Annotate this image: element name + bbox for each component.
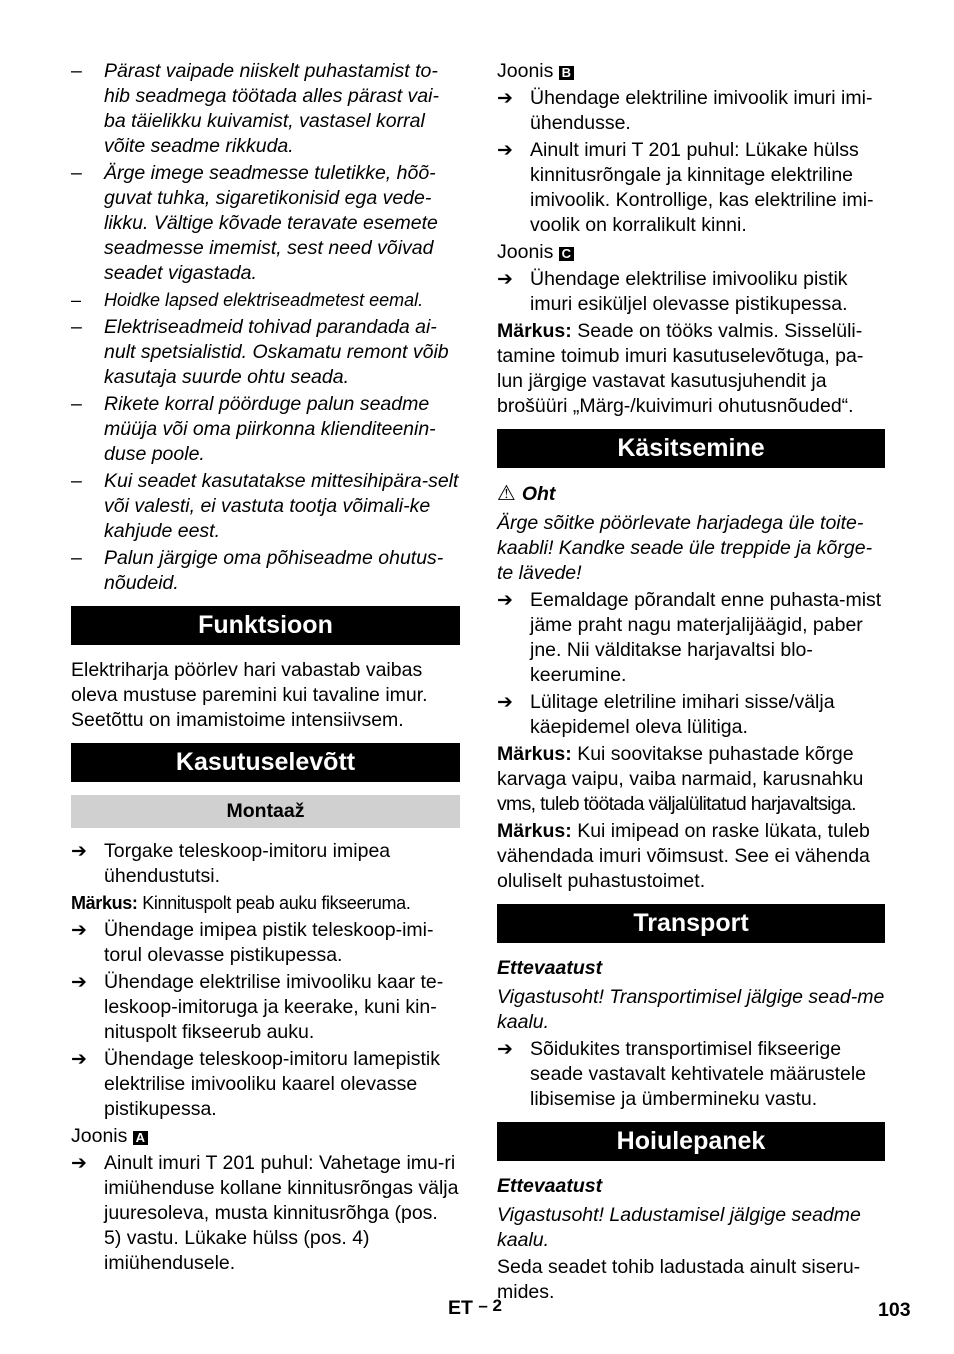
funktsioon-text: Elektriharja pöörlev hari vabastab vaibas oleva mustuse paremini kui tavaline imur. Seetõttu on imamistoime intensiivsem.: [71, 659, 428, 731]
step-text: Ainult imuri T 201 puhul: Lükake hülss kinnitusrõngale ja kinnitage elektriline imivoolik. Kontrollige, kas elektriline imi-voolik on korralikult kinni.: [530, 139, 874, 236]
dash-bullet: –: [71, 316, 82, 338]
arrow-icon: ➔: [71, 1049, 87, 1070]
arrow-icon: ➔: [71, 920, 87, 941]
safety-item-text: Pärast vaipade niiskelt puhastamist to-hib seadmega töötada alles pärast vai-ba täielikku kuivamist, vastasel korral võite seadme rikkuda.: [104, 60, 439, 157]
warning-label-text: Oht: [521, 483, 556, 505]
safety-item-text: Hoidke lapsed elektriseadmetest eemal.: [104, 290, 424, 310]
safety-item: [71, 546, 460, 596]
dash-bullet: –: [71, 470, 82, 492]
arrow-icon: ➔: [71, 841, 87, 862]
safety-item-text: Rikete korral pöörduge palun seadme müüja või oma piirkonna klienditeenin-duse poole.: [104, 393, 436, 465]
step-text: Lülitage eletriline imihari sisse/välja käepidemel oleva lülitiga.: [530, 691, 835, 738]
step-text: Ühendage elektriline imivoolik imuri imi-ühendusse.: [530, 87, 873, 134]
left-column: [71, 59, 460, 1278]
figure-reference-a: [71, 1124, 460, 1149]
arrow-icon: ➔: [497, 1039, 513, 1060]
instruction-step: [71, 970, 460, 1045]
note-label: Märkus:: [497, 820, 572, 842]
instruction-step: [71, 1151, 460, 1276]
dash-bullet: –: [71, 547, 82, 569]
footer-lang: ET: [448, 1297, 473, 1319]
instruction-step: [71, 839, 460, 889]
instruction-step: [497, 267, 885, 317]
arrow-icon: ➔: [497, 590, 513, 611]
safety-item: [71, 161, 460, 286]
right-column: [497, 59, 885, 1307]
instruction-step: [497, 86, 885, 136]
step-text: Ainult imuri T 201 puhul: Vahetage imu-ri imiühenduse kollane kinnitusrõngas välja juuresoleva, musta kinnitusrõhga (pos. 5) vastu. Lükake hülss (pos. 4) imiühendusele.: [104, 1152, 459, 1274]
footer-language-code: [448, 1296, 502, 1321]
arrow-icon: ➔: [71, 972, 87, 993]
step-text: Sõidukites transportimisel fikseerige seade vastavalt kehtivatele määrustele libisemise ja ümbermineku vastu.: [530, 1038, 867, 1110]
step-text: Eemaldage põrandalt enne puhasta-mist jäme praht nagu materjalijäägid, paber jne. Nii välditakse harjavaltsi blo-keerumine.: [530, 589, 882, 686]
safety-item-text: Elektriseadmeid tohivad parandada ai-nult spetsialistid. Oskamatu remont võib kasutaja suurde ohtu seada.: [104, 316, 449, 388]
footer-sub-page: – 2: [478, 1296, 502, 1315]
dash-bullet: –: [71, 162, 82, 184]
section-heading-kasutuselevott: Kasutuselevõtt: [71, 743, 460, 782]
safety-item: [71, 315, 460, 390]
figure-label: Joonis: [497, 241, 554, 263]
arrow-icon: ➔: [497, 140, 513, 161]
figure-reference-c: [497, 240, 885, 265]
note-text: Kui soovitakse puhastade kõrge karvaga vaipu, vaiba narmaid, karusnahku: [497, 743, 864, 790]
instruction-step: [497, 588, 885, 688]
note: [497, 742, 885, 817]
figure-reference-b: [497, 59, 885, 84]
note: [497, 819, 885, 894]
caution-label: Ettevaatust: [497, 1175, 603, 1197]
safety-item: [71, 392, 460, 467]
note-label: Märkus:: [497, 743, 572, 765]
instruction-step: [497, 138, 885, 238]
step-text: Ühendage teleskoop-imitoru lamepistik elektrilise imivooliku kaarel olevasse pistikupessa.: [104, 1048, 441, 1120]
section-heading-kasitsemine: Käsitsemine: [497, 429, 885, 468]
warning-text: Ärge sõitke pöörlevate harjadega üle toite-kaabli! Kandke seade üle treppide ja kõrge-te lävede!: [497, 512, 873, 584]
warning-triangle-icon: ⚠: [497, 482, 516, 505]
section-heading-funktsioon: Funktsioon: [71, 606, 460, 645]
instruction-step: [71, 1047, 460, 1122]
instruction-step: [497, 690, 885, 740]
subheading-montaaz: Montaaž: [71, 795, 460, 828]
step-text: Torgake teleskoop-imitoru imipea ühendustutsi.: [104, 840, 391, 887]
note: [71, 891, 460, 916]
safety-item-text: Ärge imege seadmesse tuletikke, hõõ-guvat tuhka, sigaretikonisid ega vede-likku. Vältige kõvade teravate esemete seadmesse imemist, sest need võivad seadet vigastada.: [104, 162, 438, 284]
dash-bullet: –: [71, 60, 82, 82]
figure-letter-badge: B: [559, 66, 574, 80]
safety-item: [71, 469, 460, 544]
dash-bullet: –: [71, 393, 82, 415]
figure-letter-badge: C: [559, 247, 574, 261]
note-text-continued: vms, tuleb töötada väljalülitatud harjavaltsiga.: [497, 793, 856, 815]
note-label: Märkus:: [497, 320, 572, 342]
caution-text: Vigastusoht! Ladustamisel jälgige seadme kaalu.: [497, 1204, 861, 1251]
page-number: 103: [878, 1299, 911, 1321]
step-text: Ühendage imipea pistik teleskoop-imi-torul olevasse pistikupessa.: [104, 919, 434, 966]
arrow-icon: ➔: [497, 269, 513, 290]
arrow-icon: ➔: [497, 88, 513, 109]
figure-letter-badge: A: [133, 1131, 148, 1145]
storage-text: Seda seadet tohib ladustada ainult siseru-mides.: [497, 1256, 861, 1303]
safety-item: [71, 59, 460, 159]
note-text: Kui imipead on raske lükata, tuleb vähendada imuri võimsust. See ei vähenda oluliselt puhastustoimet.: [497, 820, 870, 892]
safety-item-text: Kui seadet kasutatakse mittesihipära-selt või valesti, ei vastuta tootja võimali-ke kahjude eest.: [104, 470, 459, 542]
note: [497, 319, 885, 419]
note-text: Kinnituspolt peab auku fikseeruma.: [137, 893, 411, 913]
note-label: Märkus:: [71, 893, 138, 913]
safety-item: [71, 288, 460, 313]
instruction-step: [497, 1037, 885, 1112]
note-text: Seade on tööks valmis. Sisselüli-tamine toimub imuri kasutuselevõtuga, pa-lun järgige vastavat kasutusjuhendit ja brošüüri „Märg-/kuivimuri ohutusnõuded“.: [497, 320, 864, 417]
instruction-step: [71, 918, 460, 968]
dash-bullet: –: [71, 290, 82, 310]
section-heading-hoiulepanek: Hoiulepanek: [497, 1122, 885, 1161]
section-heading-transport: Transport: [497, 904, 885, 943]
step-text: Ühendage elektrilise imivooliku pistik imuri esiküljel olevasse pistikupessa.: [530, 268, 848, 315]
figure-label: Joonis: [71, 1125, 128, 1147]
warning-label: [497, 481, 885, 507]
caution-label: Ettevaatust: [497, 957, 603, 979]
caution-text: Vigastusoht! Transportimisel jälgige sead-me kaalu.: [497, 986, 885, 1033]
figure-label: Joonis: [497, 60, 554, 82]
arrow-icon: ➔: [497, 692, 513, 713]
step-text: Ühendage elektrilise imivooliku kaar te-leskoop-imitoruga ja keerake, kuni kin-nituspolt fikseerub auku.: [104, 971, 444, 1043]
arrow-icon: ➔: [71, 1153, 87, 1174]
safety-item-text: Palun järgige oma põhiseadme ohutus-nõudeid.: [104, 547, 444, 594]
